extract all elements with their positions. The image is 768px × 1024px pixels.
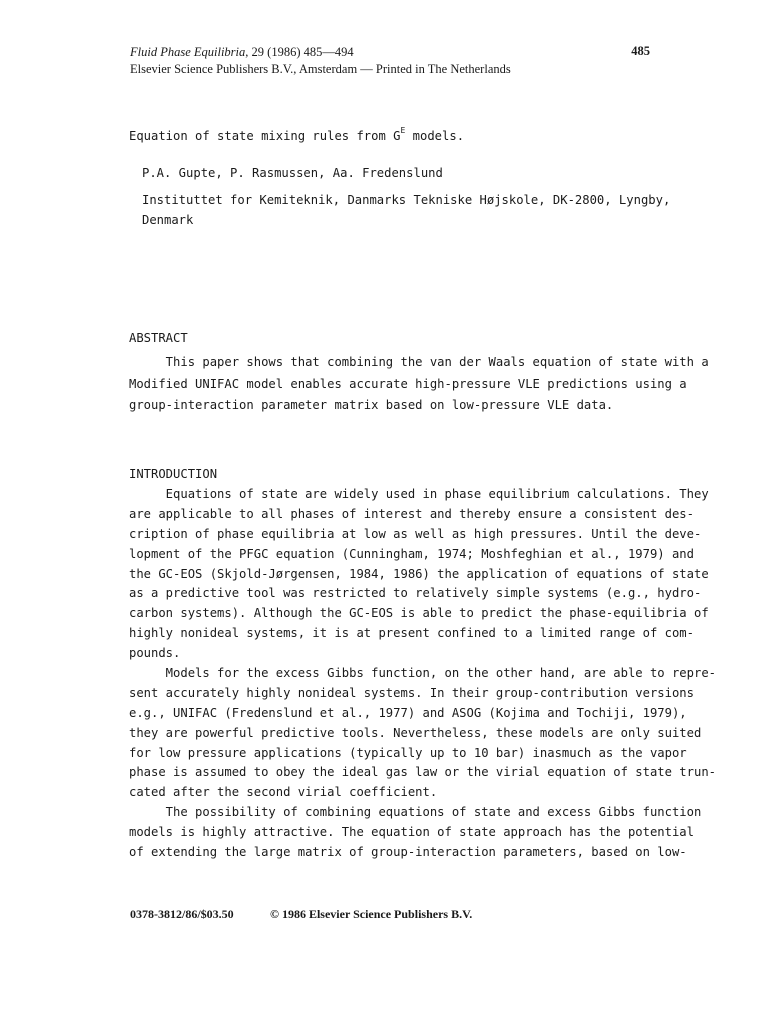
intro-line: lopment of the PFGC equation (Cunningham, 1974; Moshfeghian et al., 1979) and [129,546,694,561]
intro-line: they are powerful predictive tools. Nevertheless, these models are only suited [129,725,702,740]
abstract-line: group-interaction parameter matrix based on low-pressure VLE data. [129,398,614,412]
affiliation [142,191,671,231]
publisher-line: Elsevier Science Publishers B.V., Amsterdam — Printed in The Netherlands [130,62,511,76]
intro-line: for low pressure applications (typically up to 10 bar) inasmuch as the vapor [129,745,687,760]
page-number: 485 [631,44,650,58]
intro-line: pounds. [129,646,181,661]
affiliation-line: Denmark [142,212,194,227]
title-text: Equation of state mixing rules from G [129,129,401,144]
intro-line: are applicable to all phases of interest and thereby ensure a consistent des- [129,506,694,521]
introduction-heading: INTRODUCTION [129,467,218,481]
copyright-notice: © 1986 Elsevier Science Publishers B.V. [270,907,473,921]
title-suffix: models. [405,129,465,144]
abstract-heading: ABSTRACT [129,331,188,345]
intro-line: Models for the excess Gibbs function, on the other hand, are able to repre- [129,666,716,681]
intro-line: of extending the large matrix of group-interaction parameters, based on low- [129,845,687,860]
journal-header [130,44,650,78]
intro-line: The possibility of combining equations of state and excess Gibbs function [129,805,702,820]
abstract-line: This paper shows that combining the van der Waals equation of state with a [129,355,709,369]
intro-line: e.g., UNIFAC (Fredenslund et al., 1977) and ASOG (Kojima and Tochiji, 1979), [129,705,687,720]
journal-name: Fluid Phase Equilibria [130,45,246,59]
intro-line: carbon systems). Although the GC-EOS is able to predict the phase-equilibria of [129,606,709,621]
intro-line: cription of phase equilibria at low as well as high pressures. Until the deve- [129,526,702,541]
intro-line: Equations of state are widely used in phase equilibrium calculations. They [129,487,709,501]
intro-line: highly nonideal systems, it is at present confined to a limited range of com- [129,626,694,641]
abstract-line: Modified UNIFAC model enables accurate high-pressure VLE predictions using a [129,376,687,391]
affiliation-line: Instituttet for Kemiteknik, Danmarks Tekniske Højskole, DK-2800, Lyngby, [142,193,671,207]
journal-citation: , 29 (1986) 485—494 [245,45,354,59]
introduction-body [129,485,716,863]
intro-line: cated after the second virial coefficient. [129,785,438,800]
intro-line: phase is assumed to obey the ideal gas law or the virial equation of state trun- [129,765,716,780]
intro-line: the GC-EOS (Skjold-Jørgensen, 1984, 1986) the application of equations of state [129,566,709,581]
intro-line: as a predictive tool was restricted to relatively simple systems (e.g., hydro- [129,586,702,601]
intro-line: sent accurately highly nonideal systems. In their group-contribution versions [129,685,694,700]
abstract-body [129,352,709,417]
author-list: P.A. Gupte, P. Rasmussen, Aa. Fredenslund [142,166,443,180]
intro-line: models is highly attractive. The equation of state approach has the potential [129,825,694,840]
paper-title [129,128,464,143]
title-superscript: E [400,126,406,135]
issn-price-code: 0378-3812/86/$03.50 [130,907,234,921]
